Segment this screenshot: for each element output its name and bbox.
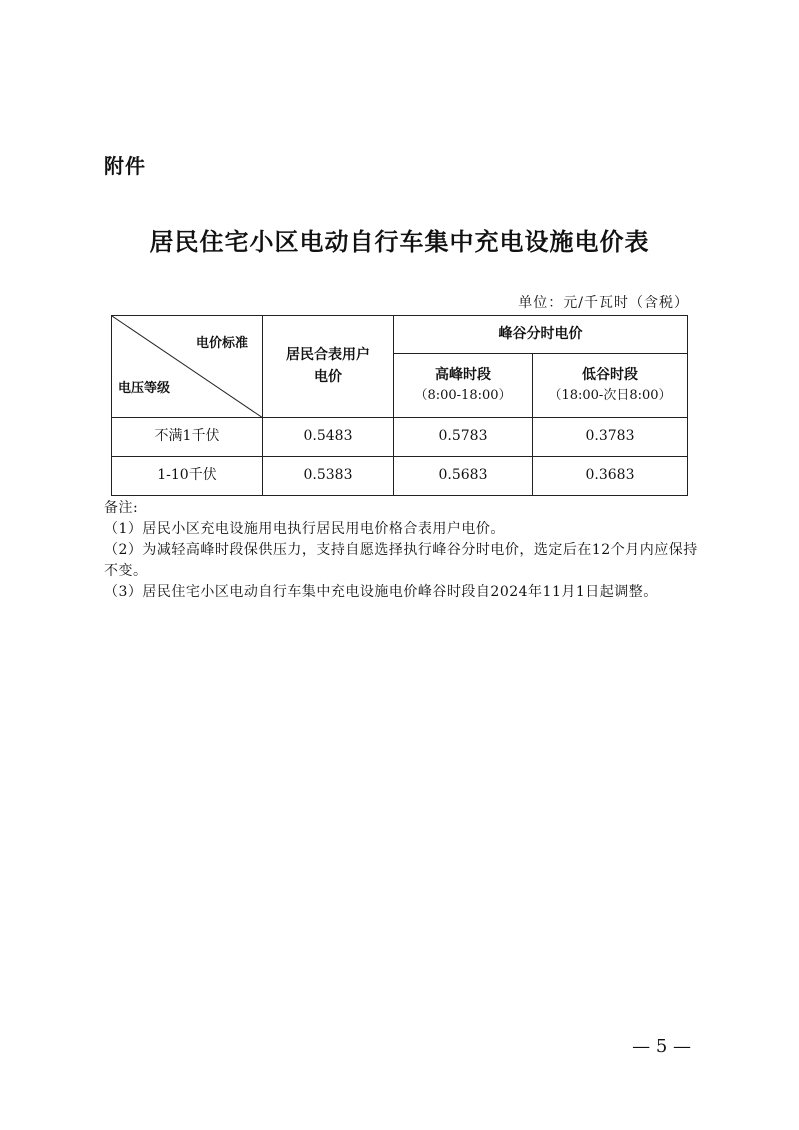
document-title: 居民住宅小区电动自行车集中充电设施电价表 (149, 228, 650, 256)
notes-heading: 备注: (104, 500, 139, 516)
table-row (112, 457, 688, 496)
resident-price-header (263, 316, 394, 418)
table-header-row (112, 316, 688, 354)
corner-header-price-standard: 电价标准 (195, 336, 248, 351)
resident-price-cell: 0.5383 (263, 457, 394, 496)
voltage-level-cell: 1-10千伏 (112, 457, 263, 496)
voltage-level-cell: 不满1千伏 (112, 418, 263, 457)
resident-price-header-line1: 居民合表用户 (286, 346, 370, 363)
page-number: — 5 — (632, 1036, 691, 1057)
table-row (112, 418, 688, 457)
corner-header-voltage-level: 电压等级 (118, 380, 171, 396)
peak-price-cell: 0.5783 (394, 418, 533, 457)
resident-price-header-line2: 电价 (314, 368, 342, 385)
attachment-label: 附件 (104, 154, 146, 178)
tou-price-header: 峰谷分时电价 (394, 316, 688, 354)
price-table (111, 315, 688, 496)
peak-price-cell: 0.5683 (394, 457, 533, 496)
resident-price-cell: 0.5483 (263, 418, 394, 457)
valley-price-cell: 0.3683 (533, 457, 688, 496)
diagonal-divider (112, 316, 263, 418)
peak-period: （8:00-18:00） (414, 388, 512, 404)
peak-header (394, 354, 533, 418)
valley-header-label: 低谷时段 (582, 366, 638, 383)
note-item: （3）居民住宅小区电动自行车集中充电设施电价峰谷时段自2024年11月1日起调整。 (104, 584, 658, 600)
peak-header-label: 高峰时段 (435, 366, 491, 383)
valley-header (533, 354, 688, 418)
valley-price-cell: 0.3783 (533, 418, 688, 457)
unit-note: 单位：元/千瓦时（含税） (518, 295, 689, 311)
notes-section (104, 498, 704, 603)
note-item: （2）为减轻高峰时段保供压力，支持自愿选择执行峰谷分时电价，选定后在12个月内应保持不变。 (104, 542, 698, 579)
corner-header-cell (112, 316, 263, 418)
note-item: （1）居民小区充电设施用电执行居民用电价格合表用户电价。 (104, 521, 505, 537)
valley-period: （18:00-次日8:00） (548, 388, 672, 404)
